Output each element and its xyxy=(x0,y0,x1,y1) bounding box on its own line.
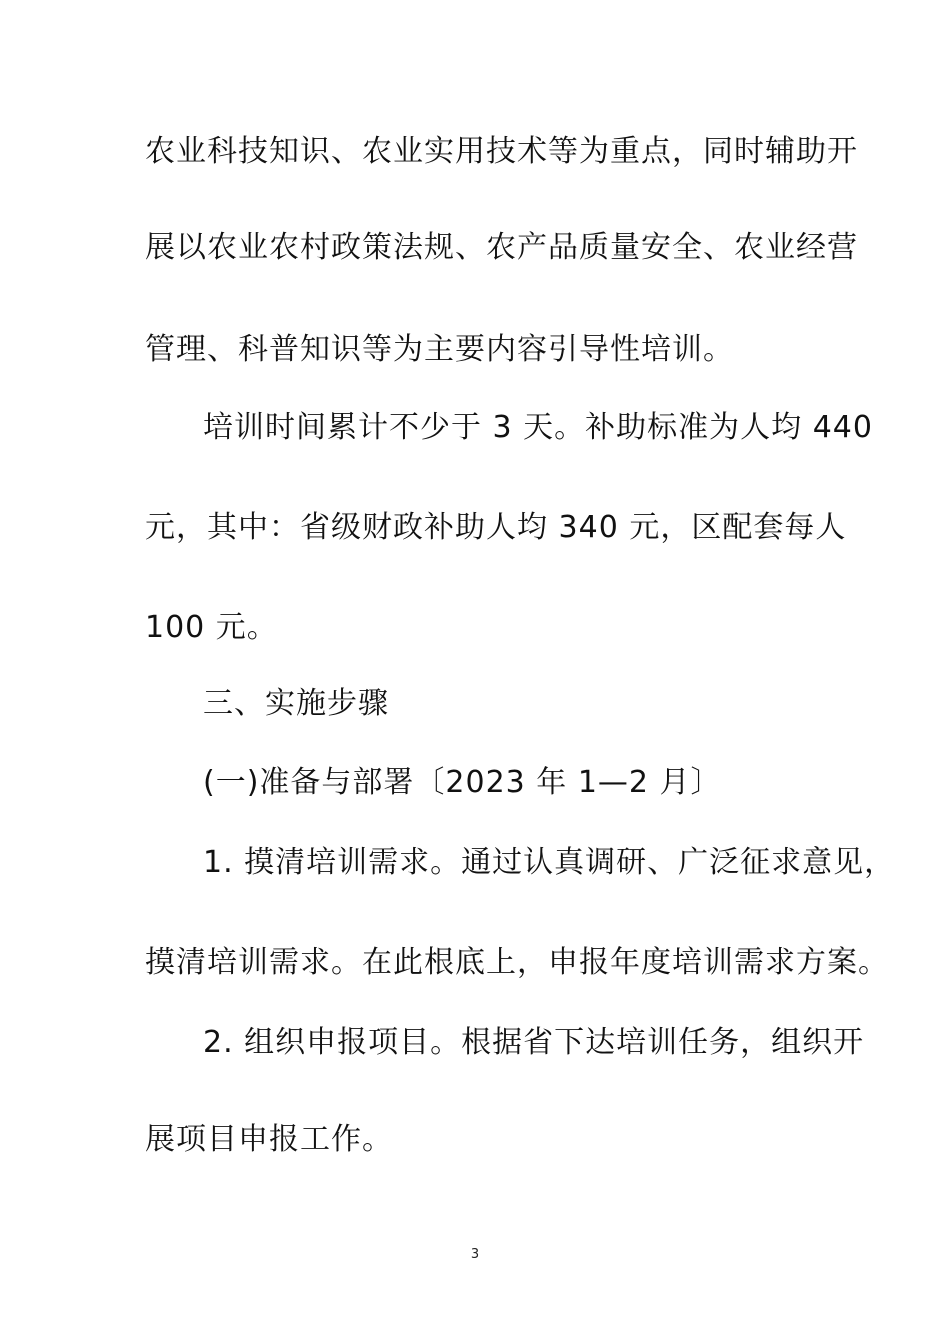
section-heading: 三、实施步骤 xyxy=(203,686,389,721)
body-line-10: 摸清培训需求。在此根底上，申报年度培训需求方案。 xyxy=(145,945,889,980)
subsection-heading: (一)准备与部署〔2023 年 1—2 月〕 xyxy=(203,765,722,800)
body-line-11: 2. 组织申报项目。根据省下达培训任务，组织开 xyxy=(203,1025,865,1060)
body-line-3: 管理、科普知识等为主要内容引导性培训。 xyxy=(145,332,734,367)
body-line-12: 展项目申报工作。 xyxy=(145,1122,393,1157)
body-line-9: 1. 摸清培训需求。通过认真调研、广泛征求意见， xyxy=(203,845,896,880)
body-line-2: 展以农业农村政策法规、农产品质量安全、农业经营 xyxy=(145,230,858,265)
body-line-4: 培训时间累计不少于 3 天。补助标准为人均 440 xyxy=(203,410,873,445)
page-number: 3 xyxy=(470,1247,480,1262)
body-line-5: 元，其中：省级财政补助人均 340 元，区配套每人 xyxy=(145,510,847,545)
body-line-1: 农业科技知识、农业实用技术等为重点，同时辅助开 xyxy=(145,134,858,169)
body-line-6: 100 元。 xyxy=(145,610,278,645)
